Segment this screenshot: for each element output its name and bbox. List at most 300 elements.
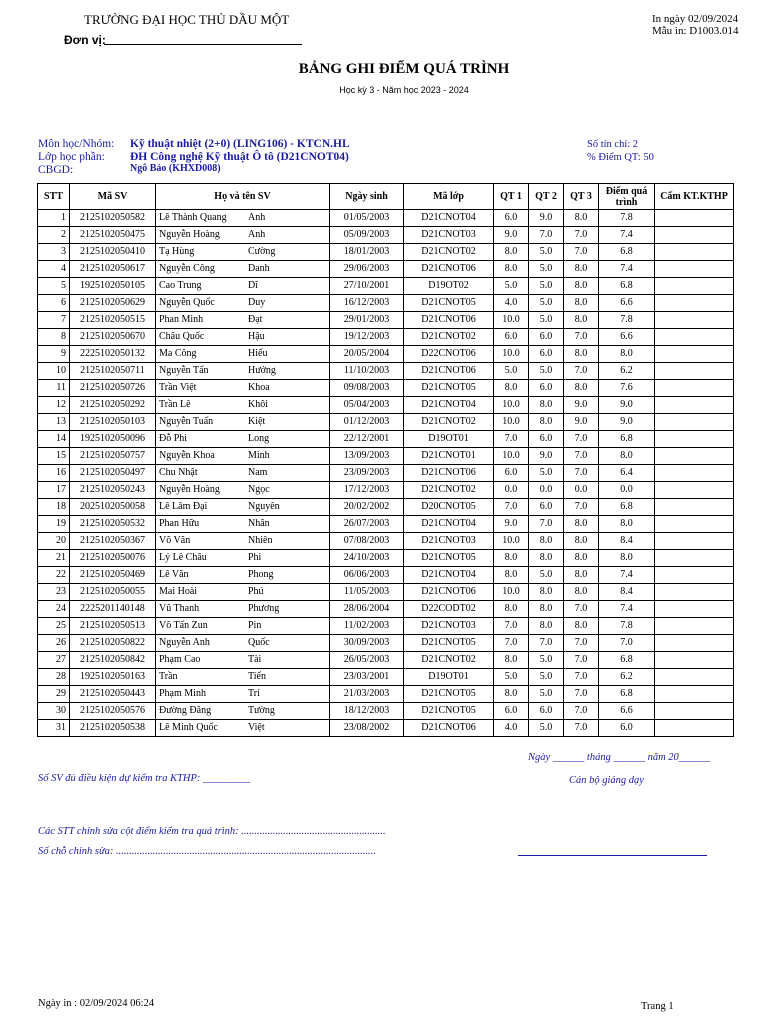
given-name-text: Kiệt [248, 416, 266, 427]
exam-ban-cell [655, 244, 734, 261]
given-name-text: Duy [248, 297, 266, 308]
birth-date-cell: 18/12/2003 [330, 703, 404, 720]
full-name-cell [156, 550, 330, 567]
class-code-cell: D22CNOT06 [404, 346, 494, 363]
stt-cell: 22 [38, 567, 70, 584]
qt2-cell: 9.0 [529, 210, 564, 227]
exam-ban-cell [655, 482, 734, 499]
surname-text: Đường Đăng [159, 705, 212, 716]
process-score-cell: 7.4 [599, 601, 655, 618]
stt-cell: 23 [38, 584, 70, 601]
qt1-cell: 6.0 [494, 703, 529, 720]
full-name-cell [156, 584, 330, 601]
student-id-cell: 2125102050515 [70, 312, 156, 329]
surname-text: Võ Tấn Zun [159, 620, 208, 631]
birth-date-cell: 27/10/2001 [330, 278, 404, 295]
process-score-cell: 6.8 [599, 278, 655, 295]
document-title: BẢNG GHI ĐIỂM QUÁ TRÌNH [298, 61, 510, 77]
qt1-cell: 7.0 [494, 618, 529, 635]
surname-text: Võ Văn [159, 535, 191, 546]
exam-ban-cell [655, 363, 734, 380]
table-row [38, 329, 734, 346]
table-row [38, 482, 734, 499]
process-score-cell: 6.6 [599, 703, 655, 720]
qt1-cell: 6.0 [494, 465, 529, 482]
stt-cell: 31 [38, 720, 70, 737]
qt3-cell: 7.0 [564, 499, 599, 516]
class-code-cell: D21CNOT04 [404, 397, 494, 414]
qt2-cell: 9.0 [529, 448, 564, 465]
student-id-cell: 2025102050058 [70, 499, 156, 516]
birth-date-cell: 20/05/2004 [330, 346, 404, 363]
table-body [38, 210, 734, 737]
student-id-cell: 2125102050410 [70, 244, 156, 261]
student-id-cell: 2125102050367 [70, 533, 156, 550]
surname-text: Lê Thành Quang [159, 212, 227, 223]
table-row [38, 295, 734, 312]
surname-text: Đỗ Phi [159, 433, 188, 444]
class-code-cell: D21CNOT05 [404, 380, 494, 397]
qt3-cell: 8.0 [564, 278, 599, 295]
qt1-cell: 5.0 [494, 278, 529, 295]
qt1-cell: 10.0 [494, 397, 529, 414]
qt2-cell: 5.0 [529, 295, 564, 312]
full-name-cell [156, 346, 330, 363]
process-score-cell: 7.4 [599, 567, 655, 584]
exam-ban-cell [655, 210, 734, 227]
given-name-text: Đạt [248, 314, 263, 325]
course-value: Kỹ thuật nhiệt (2+0) (LING106) - KTCN.HL [130, 138, 350, 150]
surname-text: Lê Văn [159, 569, 189, 580]
surname-text: Lê Minh Quốc [159, 722, 218, 733]
given-name-text: Nam [248, 467, 268, 478]
qt3-cell: 8.0 [564, 380, 599, 397]
stt-cell: 27 [38, 652, 70, 669]
full-name-cell [156, 669, 330, 686]
column-header-birth-date: Ngày sinh [330, 184, 404, 210]
qt1-cell: 10.0 [494, 312, 529, 329]
date-signature-line: Ngày ______ tháng ______ năm 20______ [528, 752, 711, 763]
qt1-cell: 6.0 [494, 329, 529, 346]
exam-ban-cell [655, 567, 734, 584]
exam-ban-cell [655, 584, 734, 601]
qt3-cell: 7.0 [564, 686, 599, 703]
surname-text: Tạ Hùng [159, 246, 195, 257]
surname-text: Phạm Cao [159, 654, 201, 665]
exam-ban-cell [655, 329, 734, 346]
table-row [38, 312, 734, 329]
class-code-cell: D21CNOT02 [404, 329, 494, 346]
stt-cell: 4 [38, 261, 70, 278]
student-id-cell: 1925102050163 [70, 669, 156, 686]
table-row [38, 465, 734, 482]
given-name-text: Tiến [248, 671, 266, 682]
given-name-text: Trí [248, 688, 260, 699]
student-id-cell: 2125102050513 [70, 618, 156, 635]
qt1-cell: 8.0 [494, 550, 529, 567]
exam-ban-cell [655, 431, 734, 448]
table-row [38, 261, 734, 278]
eligible-count-line: Số SV đủ điều kiện dự kiểm tra KTHP: _________ [38, 773, 251, 784]
student-id-cell: 1925102050096 [70, 431, 156, 448]
process-score-cell: 6.8 [599, 499, 655, 516]
class-code-cell: D21CNOT03 [404, 618, 494, 635]
surname-text: Trần [159, 671, 178, 682]
full-name-cell [156, 244, 330, 261]
column-header-process-score: Điểm quá trình [599, 184, 655, 210]
student-id-cell: 2125102050497 [70, 465, 156, 482]
birth-date-cell: 13/09/2003 [330, 448, 404, 465]
class-code-cell: D22CODT02 [404, 601, 494, 618]
qt3-cell: 7.0 [564, 363, 599, 380]
qt3-cell: 8.0 [564, 312, 599, 329]
qt1-cell: 10.0 [494, 448, 529, 465]
surname-text: Phan Minh [159, 314, 204, 325]
full-name-cell [156, 261, 330, 278]
full-name-cell [156, 686, 330, 703]
course-label: Môn học/Nhóm: [38, 138, 115, 150]
full-name-cell [156, 431, 330, 448]
birth-date-cell: 23/03/2001 [330, 669, 404, 686]
process-score-cell: 6.2 [599, 669, 655, 686]
stt-cell: 26 [38, 635, 70, 652]
class-value: ĐH Công nghệ Kỹ thuật Ô tô (D21CNOT04) [130, 151, 349, 163]
stt-cell: 7 [38, 312, 70, 329]
given-name-text: Phú [248, 586, 264, 597]
column-header-class-code: Mã lớp [404, 184, 494, 210]
stt-cell: 11 [38, 380, 70, 397]
given-name-text: Anh [248, 212, 266, 223]
table-row [38, 703, 734, 720]
column-header-student-id: Mã SV [70, 184, 156, 210]
birth-date-cell: 29/01/2003 [330, 312, 404, 329]
student-id-cell: 2125102050576 [70, 703, 156, 720]
process-score-cell: 0.0 [599, 482, 655, 499]
student-id-cell: 2125102050055 [70, 584, 156, 601]
table-row [38, 278, 734, 295]
table-row [38, 567, 734, 584]
qt2-cell: 5.0 [529, 669, 564, 686]
table-row [38, 720, 734, 737]
qt3-cell: 7.0 [564, 652, 599, 669]
qt1-cell: 8.0 [494, 261, 529, 278]
full-name-cell [156, 601, 330, 618]
exam-ban-cell [655, 550, 734, 567]
student-id-cell: 2125102050757 [70, 448, 156, 465]
stt-cell: 24 [38, 601, 70, 618]
surname-text: Trần Lê [159, 399, 191, 410]
class-code-cell: D21CNOT02 [404, 414, 494, 431]
birth-date-cell: 16/12/2003 [330, 295, 404, 312]
given-name-text: Long [248, 433, 270, 444]
birth-date-cell: 05/04/2003 [330, 397, 404, 414]
stt-cell: 19 [38, 516, 70, 533]
surname-text: Trần Việt [159, 382, 197, 393]
exam-ban-cell [655, 499, 734, 516]
table-header-row [38, 184, 734, 210]
birth-date-cell: 18/01/2003 [330, 244, 404, 261]
table-row [38, 533, 734, 550]
table-row [38, 227, 734, 244]
given-name-text: Tài [248, 654, 262, 665]
class-code-cell: D21CNOT06 [404, 312, 494, 329]
given-name-text: Pin [248, 620, 262, 631]
stt-cell: 28 [38, 669, 70, 686]
class-code-cell: D21CNOT05 [404, 635, 494, 652]
process-score-cell: 6.6 [599, 295, 655, 312]
birth-date-cell: 26/07/2003 [330, 516, 404, 533]
full-name-cell [156, 278, 330, 295]
exam-ban-cell [655, 227, 734, 244]
full-name-cell [156, 567, 330, 584]
qt1-cell: 10.0 [494, 533, 529, 550]
surname-text: Châu Quốc [159, 331, 205, 342]
birth-date-cell: 22/12/2001 [330, 431, 404, 448]
qt1-cell: 10.0 [494, 414, 529, 431]
full-name-cell [156, 533, 330, 550]
process-score-cell: 7.4 [599, 261, 655, 278]
given-name-text: Phi [248, 552, 262, 563]
qt3-cell: 7.0 [564, 703, 599, 720]
qt2-cell: 6.0 [529, 380, 564, 397]
student-id-cell: 2125102050532 [70, 516, 156, 533]
table-row [38, 431, 734, 448]
given-name-text: Phương [248, 603, 280, 614]
student-id-cell: 2125102050629 [70, 295, 156, 312]
full-name-cell [156, 635, 330, 652]
lecturer-signature-label: Cán bộ giảng dạy [569, 775, 644, 786]
surname-text: Nguyễn Tấn [159, 365, 209, 376]
surname-text: Nguyễn Hoàng [159, 484, 220, 495]
given-name-text: Khoa [248, 382, 270, 393]
exam-ban-cell [655, 295, 734, 312]
qt2-cell: 0.0 [529, 482, 564, 499]
birth-date-cell: 07/08/2003 [330, 533, 404, 550]
class-code-cell: D21CNOT04 [404, 516, 494, 533]
table-row [38, 516, 734, 533]
stt-cell: 10 [38, 363, 70, 380]
student-id-cell: 2125102050292 [70, 397, 156, 414]
exam-ban-cell [655, 652, 734, 669]
given-name-text: Nhiên [248, 535, 273, 546]
table-row [38, 550, 734, 567]
surname-text: Nguyễn Khoa [159, 450, 215, 461]
unit-label: Đơn vị: [64, 33, 106, 47]
qt3-cell: 8.0 [564, 516, 599, 533]
student-id-cell: 2125102050538 [70, 720, 156, 737]
qt2-cell: 7.0 [529, 516, 564, 533]
qt1-cell: 8.0 [494, 686, 529, 703]
birth-date-cell: 01/12/2003 [330, 414, 404, 431]
student-id-cell: 2125102050822 [70, 635, 156, 652]
given-name-text: Nguyên [248, 501, 280, 512]
stt-cell: 15 [38, 448, 70, 465]
qt2-cell: 6.0 [529, 499, 564, 516]
student-id-cell: 2125102050726 [70, 380, 156, 397]
qt2-cell: 5.0 [529, 652, 564, 669]
process-score-cell: 8.0 [599, 448, 655, 465]
qt1-cell: 5.0 [494, 363, 529, 380]
birth-date-cell: 23/09/2003 [330, 465, 404, 482]
stt-cell: 16 [38, 465, 70, 482]
student-id-cell: 2125102050670 [70, 329, 156, 346]
birth-date-cell: 21/03/2003 [330, 686, 404, 703]
full-name-cell [156, 448, 330, 465]
given-name-text: Danh [248, 263, 270, 274]
table-row [38, 244, 734, 261]
given-name-text: Dĩ [248, 280, 258, 291]
stt-cell: 6 [38, 295, 70, 312]
stt-cell: 12 [38, 397, 70, 414]
qt2-cell: 8.0 [529, 414, 564, 431]
qt3-cell: 8.0 [564, 346, 599, 363]
surname-text: Nguyễn Công [159, 263, 215, 274]
process-score-cell: 7.0 [599, 635, 655, 652]
full-name-cell [156, 414, 330, 431]
stt-cell: 29 [38, 686, 70, 703]
surname-text: Mai Hoài [159, 586, 198, 597]
qt1-cell: 8.0 [494, 567, 529, 584]
process-score-cell: 9.0 [599, 414, 655, 431]
edited-stt-line: Các STT chỉnh sửa cột điểm kiểm tra quá trình: ....................................................... [38, 826, 386, 837]
stt-cell: 13 [38, 414, 70, 431]
exam-ban-cell [655, 380, 734, 397]
process-score-cell: 7.8 [599, 210, 655, 227]
process-score-cell: 6.8 [599, 431, 655, 448]
qt2-cell: 8.0 [529, 533, 564, 550]
table-row [38, 363, 734, 380]
exam-ban-cell [655, 278, 734, 295]
qt3-cell: 9.0 [564, 397, 599, 414]
qt3-cell: 7.0 [564, 720, 599, 737]
exam-ban-cell [655, 465, 734, 482]
birth-date-cell: 23/08/2002 [330, 720, 404, 737]
birth-date-cell: 11/05/2003 [330, 584, 404, 601]
full-name-cell [156, 227, 330, 244]
student-id-cell: 2125102050475 [70, 227, 156, 244]
full-name-cell [156, 312, 330, 329]
student-id-cell: 2125102050243 [70, 482, 156, 499]
column-header-qt3: QT 3 [564, 184, 599, 210]
table-row [38, 499, 734, 516]
qt1-cell: 8.0 [494, 601, 529, 618]
stt-cell: 14 [38, 431, 70, 448]
qt2-cell: 5.0 [529, 686, 564, 703]
qt3-cell: 8.0 [564, 210, 599, 227]
exam-ban-cell [655, 414, 734, 431]
student-id-cell: 2125102050711 [70, 363, 156, 380]
exam-ban-cell [655, 261, 734, 278]
full-name-cell [156, 703, 330, 720]
surname-text: Lý Lê Châu [159, 552, 207, 563]
surname-text: Cao Trung [159, 280, 202, 291]
birth-date-cell: 29/06/2003 [330, 261, 404, 278]
stt-cell: 17 [38, 482, 70, 499]
qt2-cell: 5.0 [529, 278, 564, 295]
surname-text: Nguyễn Quốc [159, 297, 215, 308]
class-label: Lớp học phần: [38, 151, 105, 163]
exam-ban-cell [655, 397, 734, 414]
full-name-cell [156, 363, 330, 380]
qt3-cell: 7.0 [564, 244, 599, 261]
stt-cell: 18 [38, 499, 70, 516]
table-row [38, 397, 734, 414]
exam-ban-cell [655, 669, 734, 686]
qt2-cell: 5.0 [529, 567, 564, 584]
unit-blank-line [104, 44, 302, 45]
qt1-cell: 10.0 [494, 346, 529, 363]
qt2-cell: 8.0 [529, 550, 564, 567]
student-id-cell: 2125102050617 [70, 261, 156, 278]
student-id-cell: 2225102050132 [70, 346, 156, 363]
table-row [38, 584, 734, 601]
surname-text: Nguyễn Hoàng [159, 229, 220, 240]
exam-ban-cell [655, 686, 734, 703]
qt2-cell: 8.0 [529, 601, 564, 618]
exam-ban-cell [655, 635, 734, 652]
surname-text: Lê Lâm Đại [159, 501, 208, 512]
qt3-cell: 7.0 [564, 329, 599, 346]
qt3-cell: 7.0 [564, 601, 599, 618]
given-name-text: Phong [248, 569, 274, 580]
full-name-cell [156, 295, 330, 312]
table-row [38, 618, 734, 635]
given-name-text: Tường [248, 705, 275, 716]
given-name-text: Ngọc [248, 484, 270, 495]
given-name-text: Việt [248, 722, 265, 733]
birth-date-cell: 11/10/2003 [330, 363, 404, 380]
qt1-cell: 7.0 [494, 431, 529, 448]
qt3-cell: 7.0 [564, 431, 599, 448]
birth-date-cell: 09/08/2003 [330, 380, 404, 397]
class-code-cell: D19OT02 [404, 278, 494, 295]
class-code-cell: D21CNOT03 [404, 227, 494, 244]
qt2-cell: 6.0 [529, 329, 564, 346]
qt2-cell: 5.0 [529, 244, 564, 261]
table-row [38, 346, 734, 363]
class-code-cell: D21CNOT03 [404, 533, 494, 550]
credits-info: Số tín chỉ: 2 [587, 139, 639, 150]
exam-ban-cell [655, 533, 734, 550]
qt3-cell: 8.0 [564, 295, 599, 312]
given-name-text: Cường [248, 246, 276, 257]
stt-cell: 21 [38, 550, 70, 567]
given-name-text: Anh [248, 229, 266, 240]
stt-cell: 3 [38, 244, 70, 261]
qt2-cell: 5.0 [529, 363, 564, 380]
surname-text: Ma Công [159, 348, 197, 359]
full-name-cell [156, 465, 330, 482]
birth-date-cell: 11/02/2003 [330, 618, 404, 635]
process-score-cell: 9.0 [599, 397, 655, 414]
student-id-cell: 2125102050469 [70, 567, 156, 584]
exam-ban-cell [655, 448, 734, 465]
page-number: Trang 1 [641, 1001, 674, 1012]
qt3-cell: 7.0 [564, 448, 599, 465]
qt2-cell: 8.0 [529, 618, 564, 635]
grade-table [37, 183, 734, 737]
exam-ban-cell [655, 720, 734, 737]
exam-ban-cell [655, 703, 734, 720]
table-row [38, 601, 734, 618]
full-name-cell [156, 499, 330, 516]
process-score-cell: 7.6 [599, 380, 655, 397]
qt3-cell: 7.0 [564, 669, 599, 686]
birth-date-cell: 30/09/2003 [330, 635, 404, 652]
process-score-cell: 6.4 [599, 465, 655, 482]
table-row [38, 448, 734, 465]
column-header-stt: STT [38, 184, 70, 210]
